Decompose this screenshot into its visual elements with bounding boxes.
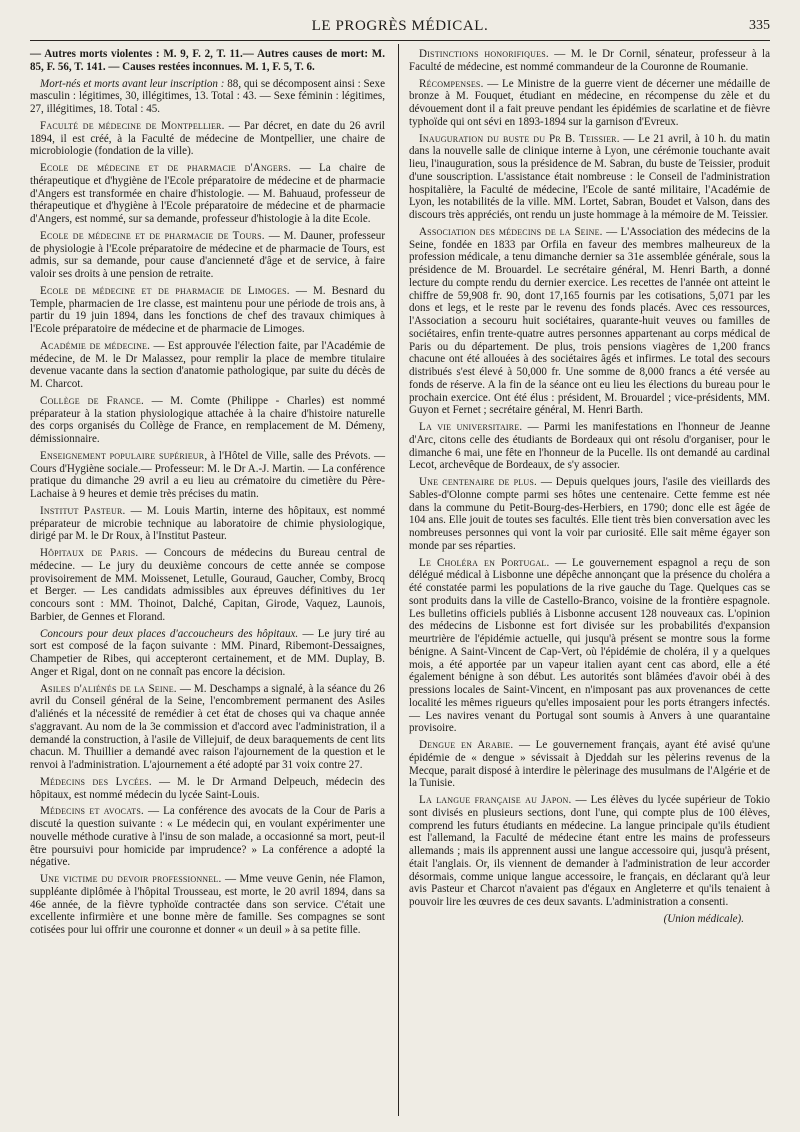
item-heading: Concours pour deux places d'accoucheurs des hôpitaux. bbox=[40, 627, 299, 640]
news-item bbox=[30, 340, 385, 391]
item-heading: Hôpitaux de Paris. bbox=[40, 547, 139, 559]
item-heading: Médecins et avocats. bbox=[40, 805, 145, 818]
item-heading: Ecole de médecine et de pharmacie d'Angers. bbox=[40, 162, 292, 174]
news-item bbox=[30, 547, 385, 624]
item-text: — Mme veuve Genin, née Flamon, suppléante diplômée à l'hôpital Trousseau, est morte, le 20 avril 1894, dans sa 46e année, de la fièvre typhoïde contractée dans son service. C'était une excellente infirmière et une bonne mère de famille. Ses compagnes se sont cotisées pour lui offrir une couronne et donner « un deuil » à sa petite fille. bbox=[30, 873, 385, 936]
news-item bbox=[409, 226, 770, 417]
news-item bbox=[409, 739, 770, 790]
item-text: — M. Louis Martin, interne des hôpitaux, est nommé préparateur de microbie technique au laboratoire de chimie physiologique, dirigé par M. le Dr Roux, à l'Institut Pasteur. bbox=[30, 504, 385, 543]
news-item bbox=[30, 805, 385, 869]
news-item bbox=[30, 395, 385, 446]
news-item bbox=[30, 776, 385, 802]
news-item bbox=[409, 476, 770, 553]
news-item bbox=[30, 78, 385, 116]
item-text: — Le 21 avril, à 10 h. du matin dans la nouvelle salle de clinique interne à Lyon, une cérémonie touchante avait lieu, l'inauguration, sous la présidence de M. Sabran, du buste de Teissier, produit d'une souscription. L'assistance était nombreuse : le Conseil de l'administration hospitalière, la Faculté de médecine, l'Ecole de santé militaire, l'Académie de Lyon, les notabilités de la ville. MM. Lortet, Sabran, Boudet et Valson, dans des discours très appréciés, ont rendu un juste hommage à la mémoire de M. Teissier. bbox=[409, 132, 771, 221]
news-item bbox=[409, 557, 770, 736]
news-item bbox=[30, 628, 385, 679]
news-item bbox=[30, 450, 385, 501]
news-item bbox=[30, 505, 385, 543]
item-heading: Mort-nés et morts avant leur inscription : bbox=[40, 77, 225, 90]
item-text: — M. Dauner, professeur de physiologie à l'Ecole préparatoire de médecine et de pharmacie de Tours, est admis, sur sa demande, pour cause d'ancienneté d'âge et de service, à faire valoir ses droits à une pension de retraite. bbox=[30, 229, 385, 280]
item-heading: Enseignement populaire supérieur, bbox=[40, 449, 208, 462]
news-item bbox=[30, 873, 385, 937]
item-heading: Faculté de médecine de Montpellier. bbox=[40, 119, 225, 132]
news-item bbox=[30, 162, 385, 226]
item-heading: Inauguration du buste du Pr B. Teissier. bbox=[419, 132, 620, 145]
news-item bbox=[409, 133, 770, 222]
item-heading: Asiles d'aliénés de la Seine. bbox=[40, 682, 177, 695]
item-heading: Ecole de médecine et de pharmacie de Tours. bbox=[40, 229, 265, 242]
item-text: — Par décret, en date du 26 avril 1894, il est créé, à la Faculté de médecine de Montpellier, une chaire de microbiologie (fondation de la ville). bbox=[30, 119, 386, 158]
item-text: — M. le Dr Armand Delpeuch, médecin des hôpitaux, est nommé médecin du lycée Saint-Louis. bbox=[30, 775, 385, 801]
news-item bbox=[409, 421, 770, 472]
column-divider bbox=[398, 44, 399, 1116]
news-item bbox=[30, 285, 385, 336]
item-text: à l'Hôtel de Ville, salle des Prévots. — Cours d'Hygiène sociale.— Professeur: M. le Dr A.-J. Martin. — La conférence pratique du dimanche 29 avril a eu lieu au crématoire du cimetière du Père-Lachaise à 9 heures et demie très précises du matin. bbox=[30, 449, 385, 500]
news-item bbox=[30, 683, 385, 772]
item-heading: Une centenaire de plus. bbox=[419, 476, 537, 488]
item-text: — Est approuvée l'élection faite, par l'Académie de médecine, de M. le Dr Malassez, pour remplir la place de membre titulaire devenue vacante dans la section d'anatomie pathologique, par suite du décès de M. Charcot. bbox=[30, 339, 385, 390]
item-text: — Les élèves du lycée supérieur de Tokio sont divisés en plusieurs sections, dont l'une, qui compte plus de 100 élèves, comprend les futurs étudiants en médecine. La langue principale qu'ils étudient est l'allemand, la Faculté de médecine étant entre les mains de professeurs allemands ; mais ils apprennent aussi une langue accessoire qui, jusqu'à présent, était l'anglais. Or, ils viennent de demander à l'administration de leur accorder désormais, comme unique langue accessoire, le français, en déclarant qu'à leur avis Pasteur et Charcot n'avaient pas d'égaux en Angleterre et qu'ils tenaient à pouvoir lire les œuvres de ces deux savants. L'administration a consenti. bbox=[409, 794, 770, 908]
item-heading: Académie de médecine. bbox=[40, 339, 151, 352]
item-heading: Collège de France. bbox=[40, 394, 144, 407]
item-heading: Dengue en Arabie. bbox=[419, 739, 514, 751]
item-heading: Médecins des Lycées. bbox=[40, 775, 152, 788]
item-text: — Le gouvernement espagnol a reçu de son délégué médical à Lisbonne une dépêche annonçant que la présence du choléra a été constatée parmi les populations de la rive gauche du Tage. Quelques cas se sont produits dans la ville de Castello-Branco, voisine de la frontière espagnole. Les bulletins officiels publiés à Lisbonne accusent 128 nouveaux cas. L'opinion des médecins de Lisbonne est fort divisée sur les probabilités d'expansion meurtrière de l'épidémie actuelle, qui jusqu'à présent se montre sous la forme bénigne. A Saint-Vincent de Cap-Vert, où l'épidémie de choléra, il y a quelques mois, a été apportée par un vapeur italien ayant cent cas abord, elle a été également bénigne à son début. Les autorités sont blâmées d'avoir obéi à des pressions locales de Saint-Vincent, en n'imposant pas aux provenances de cette localité les mêmes rigueurs qu'elles imposaient pour les ports étrangers infectés.— Les navires venant du Portugal sont soumis à Anvers à une quarantaine provisoire. bbox=[409, 556, 770, 735]
item-heading: La langue française au Japon. bbox=[419, 794, 572, 806]
item-text: — Depuis quelques jours, l'asile des vieillards des Sables-d'Olonne compte parmi ses hôtes une centenaire. Cette femme est née dans la commune du Petit-Bourg-des-Herbiers, en 1790; donc elle est âgée de 104 ans. Elle jouit de toutes ses facultés. Elle tient très bien conversation avec les nombreuses personnes qui vont la voir par curiosité. Elle sait même égayer son monde par ses réparties. bbox=[409, 476, 771, 552]
item-text: — La conférence des avocats de la Cour de Paris a discuté la question suivante : « Le médecin qui, en voulant expérimenter une nouvelle méthode curative à l'insu de son malade, a occasionné sa mort, peut-il être poursuivi pour homicide par imprudence? » La conférence a adopté la négative. bbox=[30, 805, 385, 869]
item-text: — M. le Dr Cornil, sénateur, professeur à la Faculté de médecine, est nommé commandeur de la Couronne de Roumanie. bbox=[409, 48, 770, 73]
page-header bbox=[30, 16, 770, 41]
item-text: — M. Comte (Philippe - Charles) est nommé préparateur à la station physiologique attachée à la chaire d'histoire naturelle des corps organisés du Collège de France, en remplacement de M. Démeny, démissionnaire. bbox=[30, 394, 386, 445]
item-heading: Une victime du devoir professionnel. bbox=[40, 873, 222, 885]
item-heading: La vie universitaire. bbox=[419, 421, 523, 433]
source-credit: (Union médicale). bbox=[663, 912, 744, 925]
item-text: — Le jury tiré au sort est composé de la façon suivante : MM. Pinard, Ribemont-Dessaignes, Champetier de Ribes, qui accepteront certainement, et de MM. Duplay, B. Anger et Rigal, dont on ne connaît pas encore la décision. bbox=[30, 627, 386, 678]
item-text: — L'Association des médecins de la Seine, fondée en 1833 par Orfila en faveur des membres malheureux de la profession médicale, a tenu dimanche dernier sa 31e assemblée générale, sous la présidence de M. Brouardel. Le secrétaire général, M. Henri Barth, a donné lecture du compte rendu du dernier exercice. Les recettes de l'année ont atteint le chiffre de 59,908 fr. 90, dont 17,165 fournis par les cotisations, 5,071 par les dons et legs, et le reste par le revenu des fonds placés. Avec ces ressources, l'Association a secouru huit sociétaires, quarante-huit veuves ou familles de sociétaires, enfin trente-quatre autres personnes appartenant au corps médical de Paris ou du département. De plus, trois pensions viagères de 1,200 francs chacune ont été allouées à des sociétaires âgés et infirmes. Le total des secours distribués s'est élevé à 50,000 fr. Une somme de 8,000 francs a été versée au fonds de réserve. A la fin de la séance ont eu lieu les élections du bureau pour le prochain exercice. Ont été élus : président, M. Brouardel ; vice-présidents, MM. Guyon et Fernet ; secrétaire général, M. Henri Barth. bbox=[409, 225, 770, 417]
item-heading: Ecole de médecine et de pharmacie de Limoges. bbox=[40, 284, 290, 297]
item-heading: Le Choléra en Portugal. bbox=[419, 556, 550, 569]
right-column bbox=[409, 48, 770, 926]
news-item bbox=[409, 48, 770, 74]
left-column bbox=[30, 48, 385, 941]
item-text: — La chaire de thérapeutique et d'hygiène de l'Ecole préparatoire de médecine et de pharmacie d'Angers est transformée en chaire d'histologie. — M. Bahuaud, professeur de thérapeutique et d'hygiène à l'Ecole préparatoire de médecine et de pharmacie d'Angers, est nommé, sur sa demande, professeur d'histologie à la dite Ecole. bbox=[30, 162, 385, 225]
item-text: — Parmi les manifestations en l'honneur de Jeanne d'Arc, citons celle des étudiants de Bordeaux qui ont résolu d'organiser, pour le dimanche 6 mai, une fête en l'honneur de la Pucelle. Ils ont demandé au cardinal Lecot, archevêque de Bordeaux, de s'y associer. bbox=[409, 421, 770, 472]
item-heading: Distinctions honorifiques. bbox=[419, 48, 549, 60]
item-text: — Concours de médecins du Bureau central de médecine. — Le jury du deuxième concours de cette année se compose provisoirement de MM. Moissenet, Letulle, Gouraud, Gaucher, Comby, Brocq et Berger. — Les candidats admissibles aux épreuves définitives du 1er concours sont : MM. Thoinot, Dalché, Capitan, Girode, Vaquez, Launois, Barbier, de Gennes et Florand. bbox=[30, 547, 385, 623]
news-item bbox=[30, 120, 385, 158]
item-text: — Autres morts violentes : M. 9, F. 2, T. 11.— Autres causes de mort: M. 85, F. 56, T. 141. — Causes restées inconnues. M. 1, F. 5, T. 6. bbox=[30, 48, 385, 73]
news-item bbox=[409, 78, 770, 129]
news-item bbox=[30, 48, 385, 74]
news-item bbox=[30, 230, 385, 281]
item-heading: Association des médecins de la Seine. bbox=[419, 225, 603, 238]
item-text: — Le Ministre de la guerre vient de décerner une médaille de bronze à M. Fouquet, étudiant en médecine, en récompense du zèle et du dévouement dont il a fait preuve pendant les épidémies de scarlatine et de fièvre typhoïde qui ont sévi en 1893-1894 sur la garnison d'Evreux. bbox=[409, 77, 770, 128]
item-heading: Institut Pasteur. bbox=[40, 504, 126, 517]
news-item bbox=[409, 794, 770, 909]
running-title: LE PROGRÈS MÉDICAL. bbox=[311, 18, 489, 34]
item-text: — Le gouvernement français, ayant été avisé qu'une épidémie de « dengue » sévissait à Djeddah sur les pèlerins revenus de la Mecque, parait disposé à interdire le pèlerinage des musulmans de l'Algérie et de la Tunisie. bbox=[409, 739, 770, 790]
page-number: 335 bbox=[749, 18, 770, 33]
item-heading: Récompenses. bbox=[419, 77, 484, 90]
item-text: — M. Besnard du Temple, pharmacien de 1re classe, est maintenu pour une période de trois ans, à partir du 19 juin 1894, dans les fonctions de chef des travaux chimiques à l'Ecole préparatoire de médecine et de pharmacie de Limoges. bbox=[30, 284, 386, 335]
item-text: — M. Deschamps a signalé, à la séance du 26 avril du Conseil général de la Seine, l'encombrement permanent des Asiles d'aliénés et la nécessité de remédier à cet état de choses qui va chaque année s'aggravant. Au nom de la 3e commission et d'accord avec l'administration, il a demandé la construction, à l'asile de Villejuif, de deux baraquements de cent lits chacun. M. Thuillier a demandé avec raison l'ajournement de la question et le renvoi à l'administration. L'ajournement a été adopté par 31 voix contre 27. bbox=[30, 682, 385, 771]
item-text: 88, qui se décomposent ainsi : Sexe masculin : légitimes, 30, illégitimes, 13. Total : 43. — Sexe féminin : légitimes, 27, illégitimes, 18. Total : 45. bbox=[30, 77, 385, 115]
